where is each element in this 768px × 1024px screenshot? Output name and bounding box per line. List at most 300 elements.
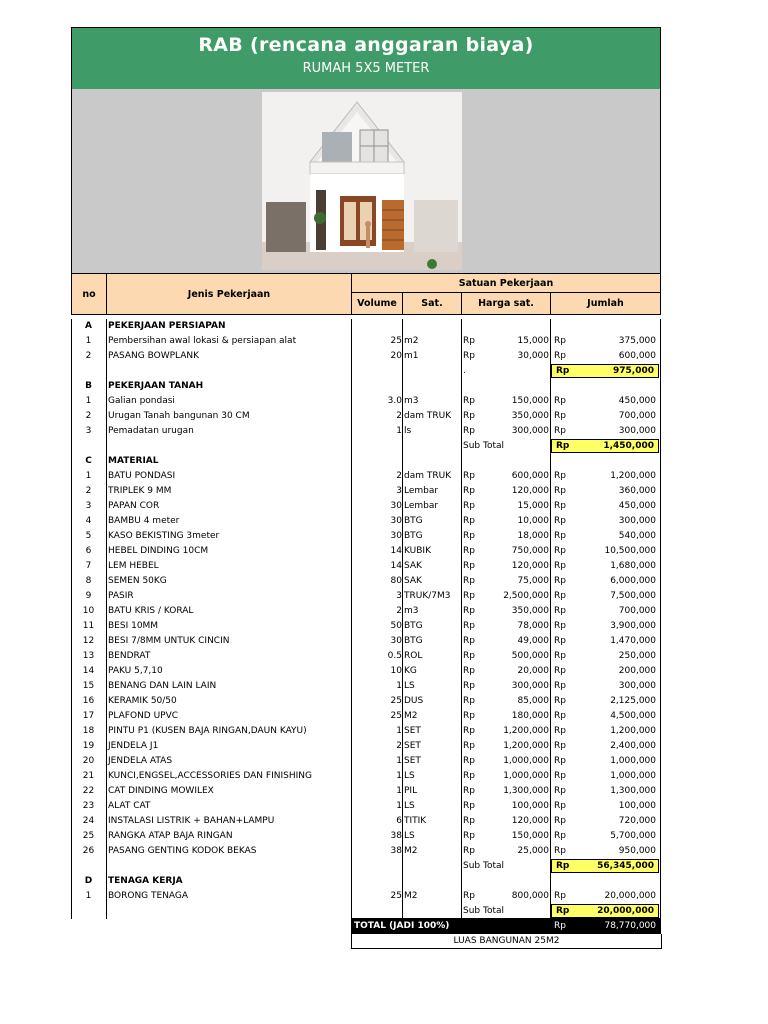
row-unit: ROL [404, 651, 423, 661]
row-job: PASIR [108, 591, 134, 601]
row-number: 20 [82, 756, 95, 766]
table-row [71, 424, 661, 439]
row-unit: PIL [404, 786, 418, 796]
row-number: 12 [82, 636, 95, 646]
document-title: RAB (rencana anggaran biaya) [198, 34, 534, 56]
row-currency-jumlah: Rp [554, 846, 566, 856]
row-amount: 375,000 [618, 336, 656, 346]
row-unit-price: 1,200,000 [503, 741, 549, 751]
subtotal-label: . [463, 366, 466, 376]
row-volume: 25 [390, 696, 402, 706]
row-unit: SET [404, 756, 421, 766]
subtotal-value: 975,000 [613, 366, 654, 376]
col-header-volume: Volume [351, 292, 403, 315]
row-amount: 2,400,000 [610, 741, 656, 751]
row-unit-price: 300,000 [511, 681, 549, 691]
row-number: 4 [85, 516, 92, 526]
section-name: PEKERJAAN TANAH [108, 381, 204, 391]
row-currency-harga: Rp [463, 426, 475, 436]
row-currency-harga: Rp [463, 561, 475, 571]
table-row [71, 529, 661, 544]
row-currency-jumlah: Rp [554, 576, 566, 586]
table-row [71, 589, 661, 604]
row-job: Galian pondasi [108, 396, 175, 406]
row-volume: 30 [390, 501, 402, 511]
row-volume: 1 [396, 786, 402, 796]
row-volume: 10 [390, 666, 402, 676]
row-job: BATU PONDASI [108, 471, 176, 481]
row-unit-price: 150,000 [511, 831, 549, 841]
section-name: MATERIAL [108, 456, 159, 466]
row-currency-jumlah: Rp [554, 636, 566, 646]
row-unit-price: 20,000 [517, 666, 549, 676]
row-currency-harga: Rp [463, 666, 475, 676]
table-row [71, 784, 661, 799]
row-number: 2 [85, 351, 92, 361]
row-currency-harga: Rp [463, 711, 475, 721]
table-row [71, 334, 661, 349]
row-currency-jumlah: Rp [554, 681, 566, 691]
row-currency-jumlah: Rp [554, 831, 566, 841]
table-body [71, 319, 661, 919]
row-volume: 2 [396, 606, 402, 616]
row-unit-price: 1,200,000 [503, 726, 549, 736]
row-number: 14 [82, 666, 95, 676]
subtotal-highlight [551, 904, 659, 918]
row-amount: 1,000,000 [610, 756, 656, 766]
row-unit: BTG [404, 621, 423, 631]
row-currency-harga: Rp [463, 681, 475, 691]
row-unit-price: 2,500,000 [503, 591, 549, 601]
row-currency-harga: Rp [463, 696, 475, 706]
row-number: 6 [85, 546, 92, 556]
row-currency-harga: Rp [463, 786, 475, 796]
subtotal-value: 56,345,000 [597, 861, 654, 871]
section-header-row [71, 874, 661, 889]
col-header-jumlah: Jumlah [550, 292, 661, 315]
row-unit: KUBIK [404, 546, 431, 556]
table-row [71, 709, 661, 724]
row-unit: LS [404, 801, 415, 811]
row-currency-harga: Rp [463, 756, 475, 766]
row-currency-jumlah: Rp [554, 471, 566, 481]
subtotal-highlight [551, 859, 659, 873]
row-number: 1 [85, 471, 92, 481]
row-currency-jumlah: Rp [554, 621, 566, 631]
row-unit-price: 180,000 [511, 711, 549, 721]
row-unit-price: 25,000 [517, 846, 549, 856]
row-currency-jumlah: Rp [554, 666, 566, 676]
row-volume: 30 [390, 516, 402, 526]
row-number: 21 [82, 771, 95, 781]
row-volume: 0.5 [387, 651, 402, 661]
row-currency-jumlah: Rp [554, 786, 566, 796]
subtotal-row [71, 439, 661, 454]
row-currency-jumlah: Rp [554, 771, 566, 781]
table-row [71, 814, 661, 829]
row-unit: M2 [404, 846, 418, 856]
row-job: PAKU 5,7,10 [108, 666, 163, 676]
table-row [71, 484, 661, 499]
row-unit-price: 120,000 [511, 816, 549, 826]
col-header-harga: Harga sat. [461, 292, 551, 315]
row-unit: m3 [404, 396, 419, 406]
section-name: TENAGA KERJA [108, 876, 183, 886]
subtotal-value: 1,450,000 [603, 441, 654, 451]
row-number: 9 [85, 591, 92, 601]
row-number: 7 [85, 561, 92, 571]
row-currency-harga: Rp [463, 831, 475, 841]
row-amount: 5,700,000 [610, 831, 656, 841]
row-amount: 1,200,000 [610, 726, 656, 736]
table-row [71, 664, 661, 679]
row-job: PASANG BOWPLANK [108, 351, 200, 361]
row-number: 26 [82, 846, 95, 856]
row-amount: 360,000 [618, 486, 656, 496]
row-job: PASANG GENTING KODOK BEKAS [108, 846, 257, 856]
row-unit: M2 [404, 711, 418, 721]
row-job: Pembersihan awal lokasi & persiapan alat [108, 336, 297, 346]
row-job: INSTALASI LISTRIK + BAHAN+LAMPU [108, 816, 275, 826]
section-code: D [84, 876, 93, 886]
document-subtitle: RUMAH 5X5 METER [302, 61, 430, 76]
row-volume: 3 [396, 591, 402, 601]
row-unit: m3 [404, 606, 419, 616]
row-volume: 2 [396, 741, 402, 751]
row-volume: 2 [396, 411, 402, 421]
table-row [71, 469, 661, 484]
row-currency-jumlah: Rp [554, 516, 566, 526]
table-row [71, 694, 661, 709]
grid-line [351, 319, 352, 919]
table-row [71, 739, 661, 754]
subtotal-currency: Rp [556, 861, 570, 871]
row-volume: 1 [396, 756, 402, 766]
row-number: 19 [82, 741, 95, 751]
col-header-group: Satuan Pekerjaan [351, 273, 661, 293]
row-amount: 700,000 [618, 411, 656, 421]
col-header-sat: Sat. [402, 292, 462, 315]
row-job: BENDRAT [108, 651, 151, 661]
table-row [71, 799, 661, 814]
grid-line [106, 319, 107, 919]
row-unit-price: 18,000 [517, 531, 549, 541]
row-currency-jumlah: Rp [554, 591, 566, 601]
row-volume: 1 [396, 771, 402, 781]
row-currency-harga: Rp [463, 486, 475, 496]
row-currency-jumlah: Rp [554, 711, 566, 721]
row-unit: dam TRUK [404, 411, 452, 421]
row-number: 17 [82, 711, 95, 721]
subtotal-currency: Rp [556, 906, 570, 916]
row-unit: BTG [404, 531, 423, 541]
row-currency-jumlah: Rp [554, 726, 566, 736]
grand-total-label: TOTAL (JADI 100%) [354, 921, 450, 931]
row-unit: ls [404, 426, 412, 436]
row-unit-price: 350,000 [511, 606, 549, 616]
row-amount: 540,000 [618, 531, 656, 541]
row-number: 2 [85, 411, 92, 421]
row-volume: 1 [396, 801, 402, 811]
row-unit: TRUK/7M3 [404, 591, 451, 601]
row-currency-harga: Rp [463, 726, 475, 736]
section-code: C [85, 456, 92, 466]
row-unit-price: 300,000 [511, 426, 549, 436]
row-volume: 2 [396, 471, 402, 481]
table-row [71, 514, 661, 529]
row-job: Urugan Tanah bangunan 30 CM [108, 411, 250, 421]
row-unit-price: 10,000 [517, 516, 549, 526]
row-job: BESI 10MM [108, 621, 159, 631]
grid-line [550, 319, 551, 919]
row-volume: 25 [390, 336, 402, 346]
table-row [71, 889, 661, 904]
subtotal-currency: Rp [556, 366, 570, 376]
row-unit-price: 150,000 [511, 396, 549, 406]
subtotal-label: Sub Total [463, 861, 505, 871]
row-unit: BTG [404, 636, 423, 646]
row-number: 23 [82, 801, 95, 811]
row-unit-price: 75,000 [517, 576, 549, 586]
row-amount: 250,000 [618, 651, 656, 661]
row-amount: 1,680,000 [610, 561, 656, 571]
row-volume: 20 [390, 351, 402, 361]
row-number: 16 [82, 696, 95, 706]
row-amount: 720,000 [618, 816, 656, 826]
grid-line [402, 319, 403, 919]
house-photo-band [71, 89, 661, 273]
row-amount: 7,500,000 [610, 591, 656, 601]
row-currency-harga: Rp [463, 411, 475, 421]
row-job: JENDELA ATAS [108, 756, 173, 766]
row-unit-price: 800,000 [511, 891, 549, 901]
table-row [71, 829, 661, 844]
table-row [71, 844, 661, 859]
row-unit: dam TRUK [404, 471, 452, 481]
row-unit: SAK [404, 561, 422, 571]
row-currency-harga: Rp [463, 591, 475, 601]
section-code: B [85, 381, 92, 391]
row-currency-harga: Rp [463, 576, 475, 586]
row-currency-harga: Rp [463, 351, 475, 361]
col-header-job: Jenis Pekerjaan [106, 273, 352, 315]
row-number: 8 [85, 576, 92, 586]
row-volume: 14 [390, 561, 402, 571]
subtotal-currency: Rp [556, 441, 570, 451]
row-currency-harga: Rp [463, 606, 475, 616]
row-currency-jumlah: Rp [554, 696, 566, 706]
row-unit: m2 [404, 336, 419, 346]
table-row [71, 754, 661, 769]
row-currency-harga: Rp [463, 531, 475, 541]
row-job: PAPAN COR [108, 501, 160, 511]
row-unit: Lembar [404, 486, 439, 496]
row-number: 15 [82, 681, 95, 691]
row-unit: LS [404, 681, 415, 691]
row-volume: 38 [390, 846, 402, 856]
row-job: HEBEL DINDING 10CM [108, 546, 209, 556]
row-volume: 1 [396, 426, 402, 436]
row-amount: 3,900,000 [610, 621, 656, 631]
row-currency-jumlah: Rp [554, 396, 566, 406]
row-currency-jumlah: Rp [554, 756, 566, 766]
row-currency-jumlah: Rp [554, 351, 566, 361]
row-volume: 50 [390, 621, 402, 631]
building-area-note: LUAS BANGUNAN 25M2 [351, 934, 662, 949]
row-volume: 3.0 [387, 396, 402, 406]
table-row [71, 634, 661, 649]
row-number: 1 [85, 891, 92, 901]
subtotal-value: 20,000,000 [597, 906, 654, 916]
section-name: PEKERJAAN PERSIAPAN [108, 321, 226, 331]
row-currency-jumlah: Rp [554, 891, 566, 901]
row-unit: M2 [404, 891, 418, 901]
row-unit-price: 1,000,000 [503, 756, 549, 766]
row-unit: LS [404, 831, 415, 841]
row-unit: LS [404, 771, 415, 781]
row-amount: 450,000 [618, 396, 656, 406]
row-unit: KG [404, 666, 417, 676]
row-job: KERAMIK 50/50 [108, 696, 177, 706]
row-amount: 300,000 [618, 681, 656, 691]
row-number: 11 [82, 621, 95, 631]
grand-total-currency: Rp [554, 921, 566, 931]
row-currency-harga: Rp [463, 816, 475, 826]
table-row [71, 724, 661, 739]
row-number: 1 [85, 336, 92, 346]
row-amount: 450,000 [618, 501, 656, 511]
row-job: Pemadatan urugan [108, 426, 194, 436]
row-currency-harga: Rp [463, 336, 475, 346]
row-unit-price: 750,000 [511, 546, 549, 556]
row-unit: m1 [404, 351, 419, 361]
subtotal-label: Sub Total [463, 906, 505, 916]
row-currency-harga: Rp [463, 801, 475, 811]
row-unit-price: 600,000 [511, 471, 549, 481]
row-unit-price: 120,000 [511, 561, 549, 571]
table-row [71, 409, 661, 424]
row-unit-price: 15,000 [517, 501, 549, 511]
row-unit: DUS [404, 696, 424, 706]
row-unit-price: 350,000 [511, 411, 549, 421]
section-code: A [85, 321, 92, 331]
row-currency-harga: Rp [463, 546, 475, 556]
row-volume: 3 [396, 486, 402, 496]
row-currency-jumlah: Rp [554, 561, 566, 571]
title-banner [71, 27, 661, 91]
house-render-image [262, 92, 462, 270]
row-amount: 2,125,000 [610, 696, 656, 706]
row-volume: 1 [396, 726, 402, 736]
grid-line [461, 319, 462, 919]
row-amount: 950,000 [618, 846, 656, 856]
row-volume: 25 [390, 891, 402, 901]
row-volume: 25 [390, 711, 402, 721]
row-unit-price: 1,000,000 [503, 771, 549, 781]
row-job: BATU KRIS / KORAL [108, 606, 194, 616]
row-volume: 6 [396, 816, 402, 826]
row-currency-jumlah: Rp [554, 606, 566, 616]
row-job: PINTU P1 (KUSEN BAJA RINGAN,DAUN KAYU) [108, 726, 307, 736]
row-number: 13 [82, 651, 95, 661]
section-header-row [71, 319, 661, 334]
row-unit-price: 15,000 [517, 336, 549, 346]
grand-total-value: 78,770,000 [604, 921, 656, 931]
row-number: 5 [85, 531, 92, 541]
row-unit-price: 1,300,000 [503, 786, 549, 796]
row-number: 25 [82, 831, 95, 841]
row-number: 18 [82, 726, 95, 736]
row-job: BESI 7/8MM UNTUK CINCIN [108, 636, 230, 646]
row-amount: 1,470,000 [610, 636, 656, 646]
row-unit-price: 78,000 [517, 621, 549, 631]
row-amount: 20,000,000 [604, 891, 656, 901]
table-row [71, 574, 661, 589]
row-unit-price: 500,000 [511, 651, 549, 661]
row-number: 10 [82, 606, 95, 616]
row-volume: 30 [390, 531, 402, 541]
subtotal-row [71, 364, 661, 379]
row-number: 1 [85, 396, 92, 406]
row-number: 3 [85, 426, 92, 436]
row-job: ALAT CAT [108, 801, 151, 811]
row-currency-harga: Rp [463, 471, 475, 481]
row-amount: 600,000 [618, 351, 656, 361]
row-volume: 14 [390, 546, 402, 556]
row-job: KUNCI,ENGSEL,ACCESSORIES DAN FINISHING [108, 771, 312, 781]
row-currency-harga: Rp [463, 516, 475, 526]
row-currency-harga: Rp [463, 501, 475, 511]
row-unit: Lembar [404, 501, 439, 511]
row-number: 3 [85, 501, 92, 511]
row-unit-price: 49,000 [517, 636, 549, 646]
row-currency-harga: Rp [463, 846, 475, 856]
table-row [71, 349, 661, 364]
row-unit: TITIK [404, 816, 427, 826]
row-currency-jumlah: Rp [554, 741, 566, 751]
section-header-row [71, 454, 661, 469]
row-job: JENDELA J1 [108, 741, 159, 751]
row-currency-harga: Rp [463, 651, 475, 661]
grid-line [71, 319, 72, 919]
row-job: BORONG TENAGA [108, 891, 189, 901]
subtotal-highlight [551, 364, 659, 378]
row-job: CAT DINDING MOWILEX [108, 786, 214, 796]
row-amount: 300,000 [618, 426, 656, 436]
row-number: 24 [82, 816, 95, 826]
row-currency-jumlah: Rp [554, 336, 566, 346]
row-volume: 80 [390, 576, 402, 586]
row-job: BENANG DAN LAIN LAIN [108, 681, 217, 691]
row-currency-jumlah: Rp [554, 801, 566, 811]
row-unit: SET [404, 726, 421, 736]
grand-total-row [351, 918, 661, 934]
subtotal-row [71, 859, 661, 874]
row-unit: SET [404, 741, 421, 751]
row-number: 2 [85, 486, 92, 496]
row-currency-harga: Rp [463, 621, 475, 631]
row-amount: 10,500,000 [604, 546, 656, 556]
row-amount: 4,500,000 [610, 711, 656, 721]
row-volume: 30 [390, 636, 402, 646]
row-currency-jumlah: Rp [554, 426, 566, 436]
row-job: RANGKA ATAP BAJA RINGAN [108, 831, 233, 841]
subtotal-highlight [551, 439, 659, 453]
table-row [71, 769, 661, 784]
row-currency-harga: Rp [463, 891, 475, 901]
row-currency-jumlah: Rp [554, 411, 566, 421]
subtotal-label: Sub Total [463, 441, 505, 451]
